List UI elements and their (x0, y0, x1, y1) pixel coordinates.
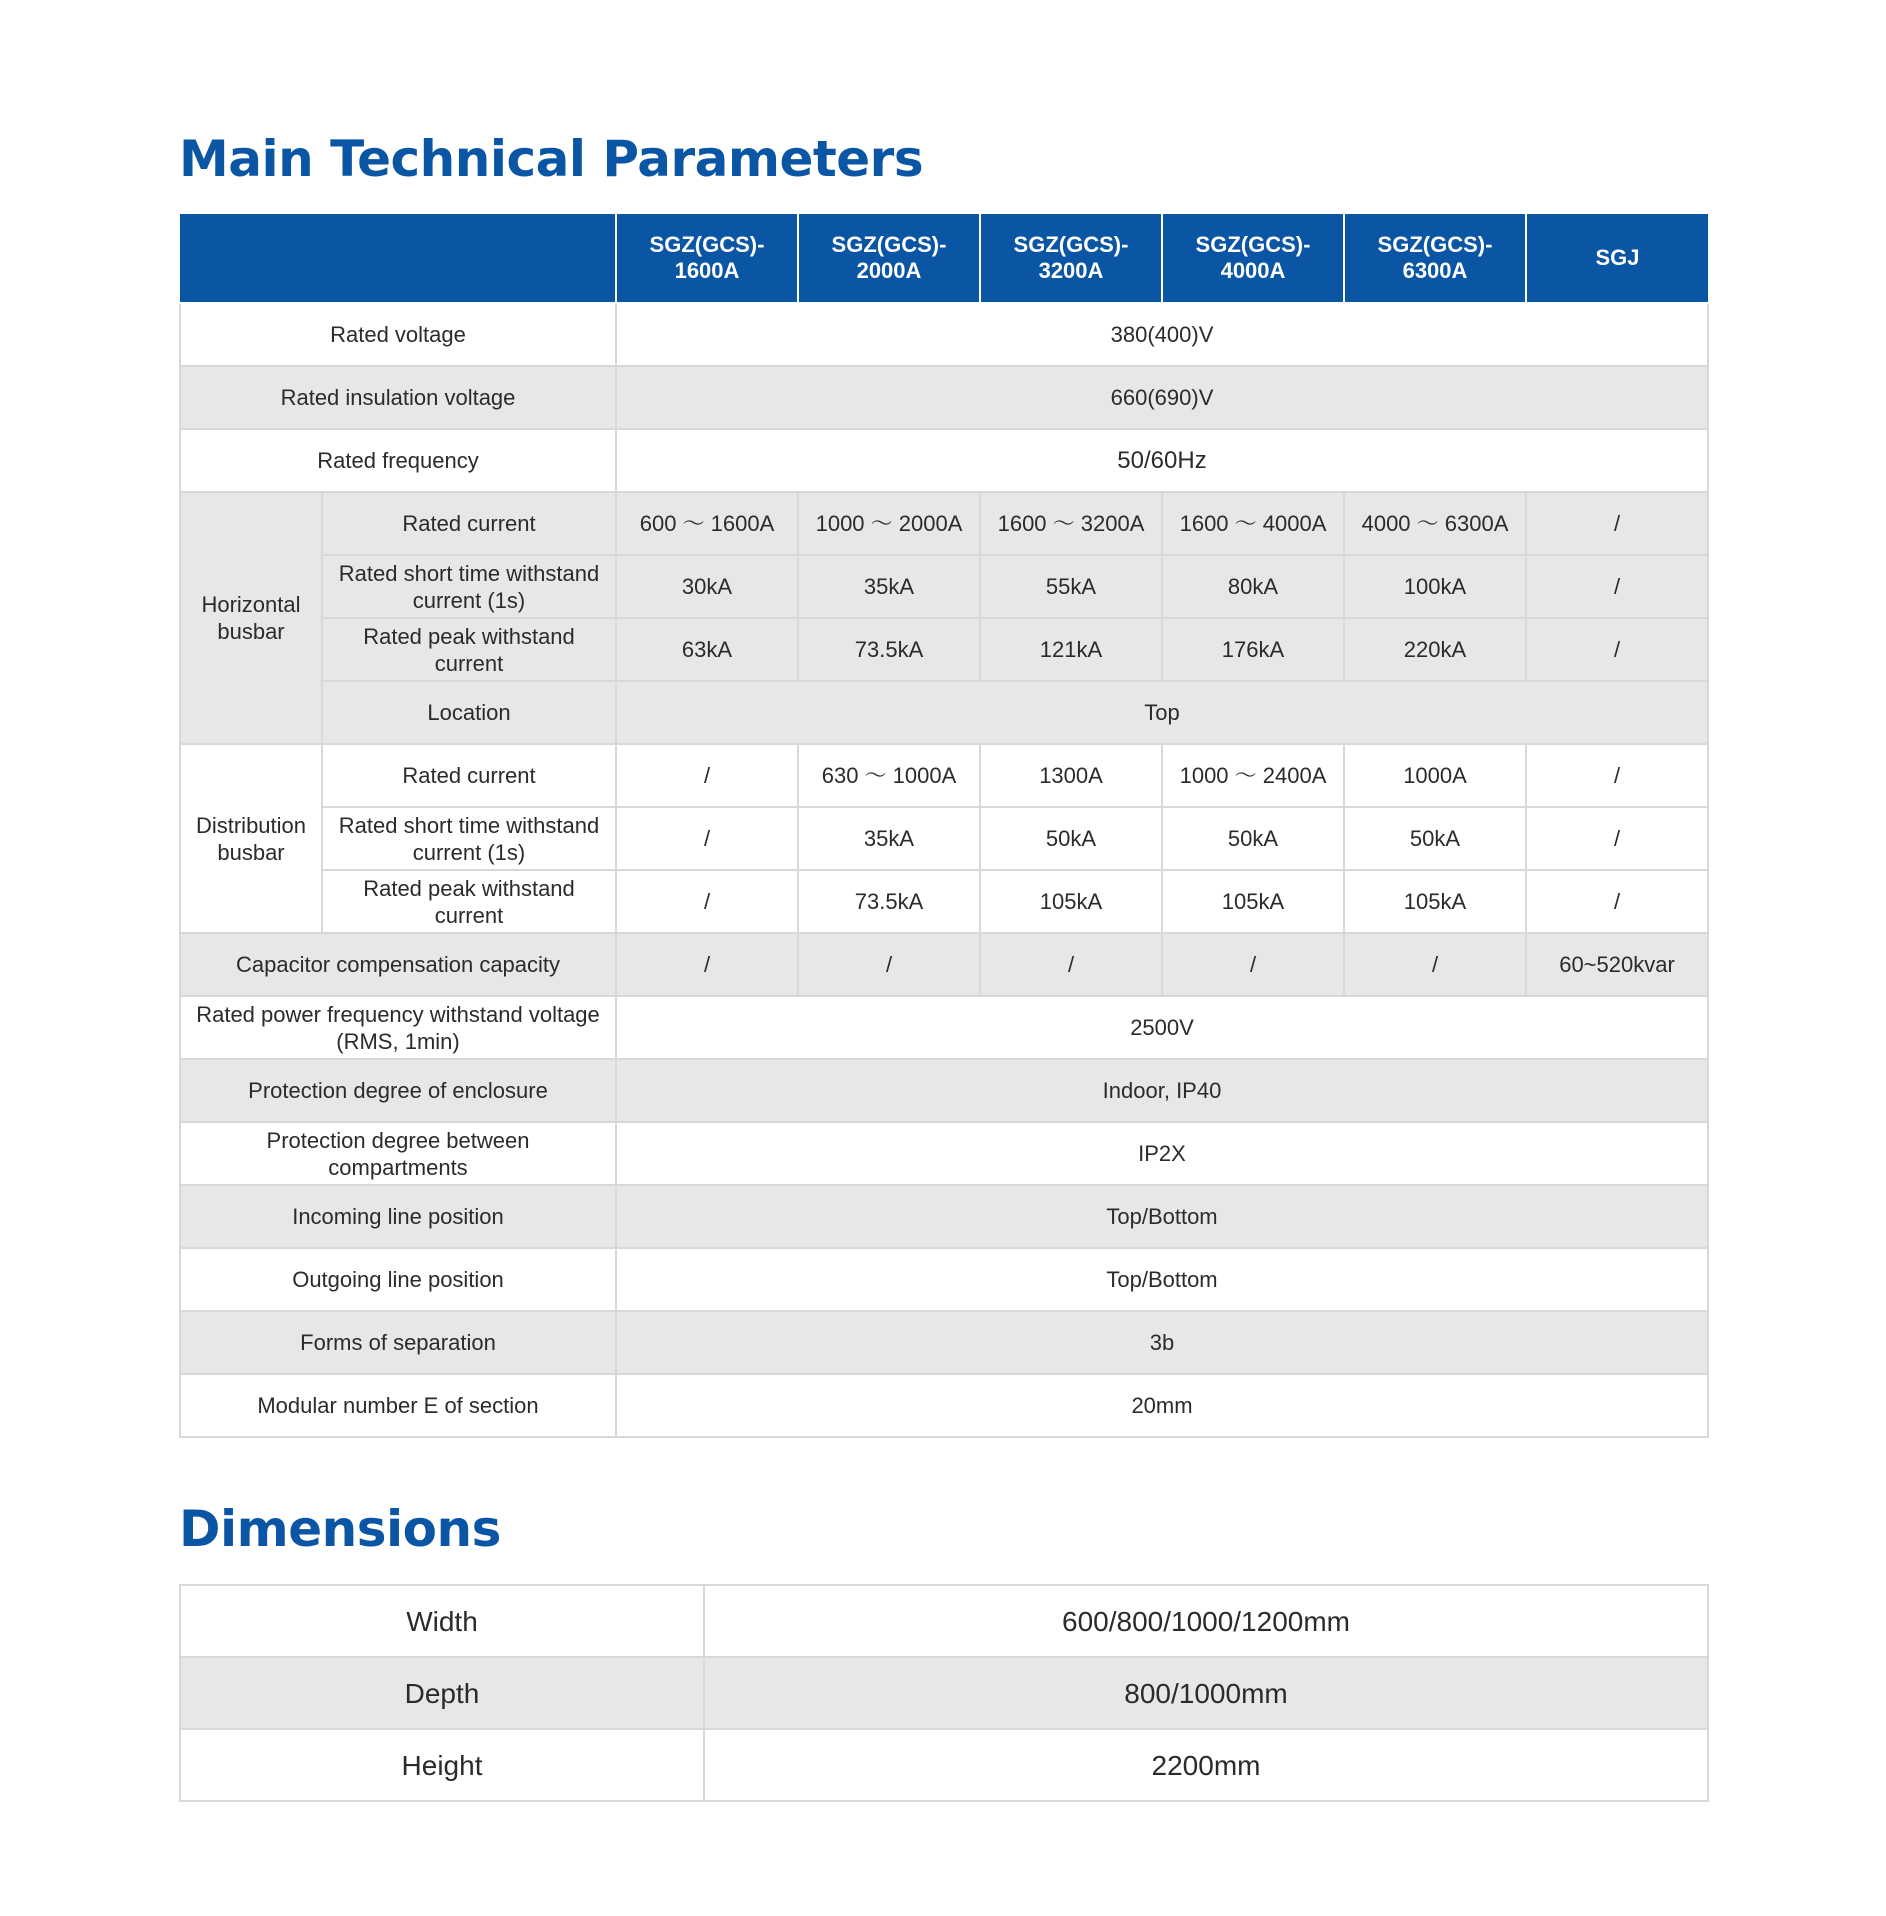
table-row-height (180, 1729, 1708, 1801)
header-sgz-4000a: SGZ(GCS)- 4000A (1162, 214, 1344, 303)
row-value: 2200mm (704, 1729, 1708, 1801)
table-cell: 600 ～ 1600A (616, 492, 798, 555)
table-cell: / (798, 933, 980, 996)
table-cell: 73.5kA (798, 618, 980, 681)
row-label: Protection degree between compartments (180, 1122, 616, 1185)
table-cell: 35kA (798, 555, 980, 618)
table-cell: 50kA (1344, 807, 1526, 870)
table-cell: 100kA (1344, 555, 1526, 618)
row-value: Indoor, IP40 (616, 1059, 1708, 1122)
header-sgz-3200a: SGZ(GCS)- 3200A (980, 214, 1162, 303)
table-row-outgoing-line (180, 1248, 1708, 1311)
page (179, 120, 1707, 1802)
table-cell: / (1526, 555, 1708, 618)
table-cell: 1600 ～ 4000A (1162, 492, 1344, 555)
table-cell: 105kA (980, 870, 1162, 933)
table-row-protection-compartments (180, 1122, 1708, 1185)
table-row-depth (180, 1657, 1708, 1729)
row-label: Forms of separation (180, 1311, 616, 1374)
row-label: Capacitor compensation capacity (180, 933, 616, 996)
table-row-distribution-rated-current (180, 744, 1708, 807)
parameters-table (179, 214, 1709, 1438)
table-row-incoming-line (180, 1185, 1708, 1248)
table-cell: 630 ～ 1000A (798, 744, 980, 807)
table-cell: 1000A (1344, 744, 1526, 807)
row-value: 2500V (616, 996, 1708, 1059)
table-cell: 1000 ～ 2400A (1162, 744, 1344, 807)
table-cell: 1000 ～ 2000A (798, 492, 980, 555)
header-sgz-1600a: SGZ(GCS)- 1600A (616, 214, 798, 303)
row-value: 20mm (616, 1374, 1708, 1437)
row-value: Top (616, 681, 1708, 744)
table-row-protection-enclosure (180, 1059, 1708, 1122)
header-sgz-2000a: SGZ(GCS)- 2000A (798, 214, 980, 303)
table-cell: / (616, 744, 798, 807)
table-row-distribution-peak (180, 870, 1708, 933)
row-label: Protection degree of enclosure (180, 1059, 616, 1122)
table-cell: 1300A (980, 744, 1162, 807)
table-row-horizontal-short-time (180, 555, 1708, 618)
table-cell: / (1526, 744, 1708, 807)
table-row-rated-insulation-voltage (180, 366, 1708, 429)
table-cell: / (616, 870, 798, 933)
row-label: Rated short time withstand current (1s) (322, 555, 616, 618)
table-cell: 121kA (980, 618, 1162, 681)
row-value: 50/60Hz (616, 429, 1708, 492)
dimensions-title: Dimensions (179, 1500, 501, 1558)
header-sgj: SGJ (1526, 214, 1708, 303)
table-cell: 50kA (1162, 807, 1344, 870)
row-label: Outgoing line position (180, 1248, 616, 1311)
table-cell: 30kA (616, 555, 798, 618)
table-row-forms-of-separation (180, 1311, 1708, 1374)
table-cell: / (1344, 933, 1526, 996)
row-value: 380(400)V (616, 303, 1708, 366)
table-row-distribution-short-time (180, 807, 1708, 870)
table-cell: / (1526, 807, 1708, 870)
row-value: 800/1000mm (704, 1657, 1708, 1729)
row-label: Incoming line position (180, 1185, 616, 1248)
table-row-width (180, 1585, 1708, 1657)
table-cell: / (1526, 492, 1708, 555)
table-cell: / (1526, 870, 1708, 933)
table-row-rated-frequency (180, 429, 1708, 492)
row-label: Rated peak withstand current (322, 870, 616, 933)
row-label: Rated current (322, 492, 616, 555)
row-label: Rated voltage (180, 303, 616, 366)
header-sgz-6300a: SGZ(GCS)- 6300A (1344, 214, 1526, 303)
row-label: Rated peak withstand current (322, 618, 616, 681)
table-cell: / (1526, 618, 1708, 681)
table-cell: 1600 ～ 3200A (980, 492, 1162, 555)
table-cell: 50kA (980, 807, 1162, 870)
table-cell: / (616, 933, 798, 996)
row-label: Location (322, 681, 616, 744)
row-value: 3b (616, 1311, 1708, 1374)
row-value: Top/Bottom (616, 1248, 1708, 1311)
table-row-horizontal-location (180, 681, 1708, 744)
table-row-horizontal-rated-current (180, 492, 1708, 555)
table-cell: 73.5kA (798, 870, 980, 933)
main-parameters-title: Main Technical Parameters (179, 130, 924, 188)
table-cell: 80kA (1162, 555, 1344, 618)
row-label: Rated current (322, 744, 616, 807)
table-cell: 35kA (798, 807, 980, 870)
row-label: Rated frequency (180, 429, 616, 492)
table-cell: 176kA (1162, 618, 1344, 681)
row-label: Rated power frequency withstand voltage (RMS, 1min) (180, 996, 616, 1059)
table-row-rated-voltage (180, 303, 1708, 366)
table-row-capacitor (180, 933, 1708, 996)
table-header-row (180, 214, 1708, 303)
dimensions-table (179, 1584, 1709, 1802)
row-label: Width (180, 1585, 704, 1657)
table-cell: 220kA (1344, 618, 1526, 681)
table-cell: 105kA (1344, 870, 1526, 933)
row-label: Rated short time withstand current (1s) (322, 807, 616, 870)
table-row-power-frequency-withstand (180, 996, 1708, 1059)
row-value: IP2X (616, 1122, 1708, 1185)
group-label-distribution-busbar: Distribution busbar (180, 744, 322, 933)
row-value: Top/Bottom (616, 1185, 1708, 1248)
table-cell: 105kA (1162, 870, 1344, 933)
table-row-horizontal-peak (180, 618, 1708, 681)
table-row-modular-number (180, 1374, 1708, 1437)
table-cell: / (980, 933, 1162, 996)
header-blank-cell (180, 214, 616, 303)
row-label: Depth (180, 1657, 704, 1729)
table-cell: 55kA (980, 555, 1162, 618)
row-label: Rated insulation voltage (180, 366, 616, 429)
row-value: 600/800/1000/1200mm (704, 1585, 1708, 1657)
row-value: 660(690)V (616, 366, 1708, 429)
table-cell: / (616, 807, 798, 870)
table-cell: 4000 ～ 6300A (1344, 492, 1526, 555)
row-label: Height (180, 1729, 704, 1801)
row-label: Modular number E of section (180, 1374, 616, 1437)
table-cell: 60~520kvar (1526, 933, 1708, 996)
table-cell: 63kA (616, 618, 798, 681)
table-cell: / (1162, 933, 1344, 996)
group-label-horizontal-busbar: Horizontal busbar (180, 492, 322, 744)
